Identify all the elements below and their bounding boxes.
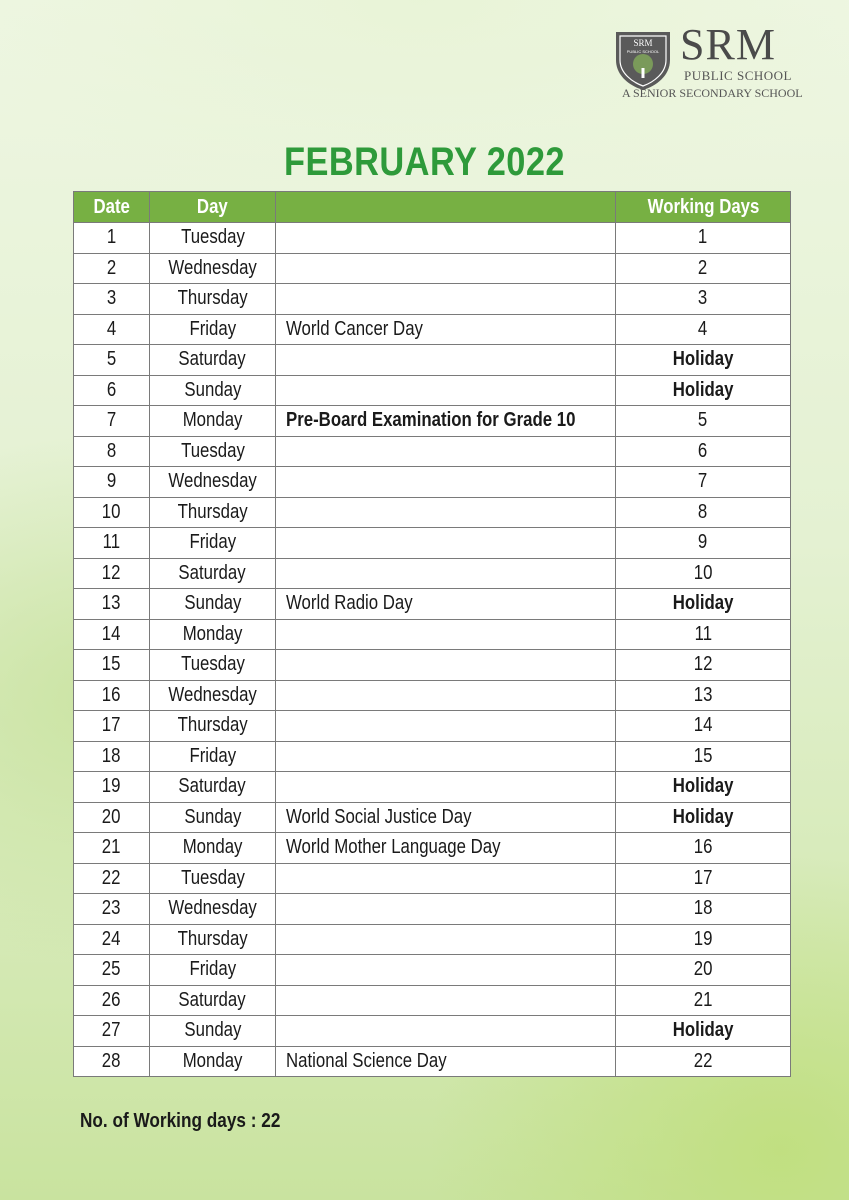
cell-day: Monday xyxy=(150,1046,276,1077)
cell-day: Tuesday xyxy=(150,650,276,681)
cell-working-days: 14 xyxy=(616,711,791,742)
cell-date: 20 xyxy=(74,802,150,833)
cell-working-days: Holiday xyxy=(616,345,791,376)
cell-date: 14 xyxy=(74,619,150,650)
cell-date: 27 xyxy=(74,1016,150,1047)
cell-event xyxy=(276,436,616,467)
cell-date: 24 xyxy=(74,924,150,955)
cell-date: 28 xyxy=(74,1046,150,1077)
cell-day: Saturday xyxy=(150,985,276,1016)
cell-working-days: 20 xyxy=(616,955,791,986)
cell-working-days: Holiday xyxy=(616,589,791,620)
cell-day: Friday xyxy=(150,741,276,772)
cell-date: 7 xyxy=(74,406,150,437)
cell-working-days: 16 xyxy=(616,833,791,864)
cell-working-days: 8 xyxy=(616,497,791,528)
cell-event: Pre-Board Examination for Grade 10 xyxy=(276,406,616,437)
cell-event xyxy=(276,863,616,894)
cell-event: World Mother Language Day xyxy=(276,833,616,864)
cell-event xyxy=(276,223,616,254)
table-row xyxy=(74,772,791,803)
cell-working-days: 11 xyxy=(616,619,791,650)
cell-day: Saturday xyxy=(150,345,276,376)
school-crest-icon xyxy=(610,26,676,92)
table-row xyxy=(74,375,791,406)
table-row xyxy=(74,528,791,559)
cell-event xyxy=(276,650,616,681)
cell-event: World Social Justice Day xyxy=(276,802,616,833)
table-row xyxy=(74,650,791,681)
cell-day: Wednesday xyxy=(150,680,276,711)
cell-working-days: 15 xyxy=(616,741,791,772)
cell-event xyxy=(276,345,616,376)
cell-day: Monday xyxy=(150,833,276,864)
cell-date: 6 xyxy=(74,375,150,406)
cell-day: Friday xyxy=(150,314,276,345)
cell-date: 25 xyxy=(74,955,150,986)
table-row xyxy=(74,680,791,711)
table-row xyxy=(74,345,791,376)
cell-event xyxy=(276,741,616,772)
cell-date: 4 xyxy=(74,314,150,345)
cell-event xyxy=(276,680,616,711)
cell-event xyxy=(276,955,616,986)
cell-day: Sunday xyxy=(150,589,276,620)
cell-working-days: 7 xyxy=(616,467,791,498)
cell-event xyxy=(276,894,616,925)
cell-day: Friday xyxy=(150,528,276,559)
cell-event xyxy=(276,1016,616,1047)
table-row xyxy=(74,802,791,833)
cell-date: 3 xyxy=(74,284,150,315)
cell-date: 13 xyxy=(74,589,150,620)
cell-event xyxy=(276,985,616,1016)
school-subtitle: PUBLIC SCHOOL xyxy=(684,68,792,83)
table-row xyxy=(74,955,791,986)
table-row xyxy=(74,558,791,589)
cell-working-days: 19 xyxy=(616,924,791,955)
cell-event: National Science Day xyxy=(276,1046,616,1077)
cell-date: 16 xyxy=(74,680,150,711)
table-row xyxy=(74,863,791,894)
cell-event xyxy=(276,558,616,589)
cell-date: 5 xyxy=(74,345,150,376)
cell-event xyxy=(276,467,616,498)
cell-event xyxy=(276,284,616,315)
cell-event xyxy=(276,711,616,742)
cell-working-days: 6 xyxy=(616,436,791,467)
cell-working-days: 12 xyxy=(616,650,791,681)
table-row xyxy=(74,223,791,254)
cell-date: 1 xyxy=(74,223,150,254)
cell-day: Wednesday xyxy=(150,467,276,498)
cell-date: 9 xyxy=(74,467,150,498)
cell-event xyxy=(276,497,616,528)
cell-date: 10 xyxy=(74,497,150,528)
table-row xyxy=(74,894,791,925)
cell-day: Wednesday xyxy=(150,253,276,284)
table-row xyxy=(74,314,791,345)
cell-working-days: 21 xyxy=(616,985,791,1016)
header-event xyxy=(276,192,616,223)
table-row xyxy=(74,589,791,620)
cell-working-days: 2 xyxy=(616,253,791,284)
cell-date: 2 xyxy=(74,253,150,284)
cell-event: World Radio Day xyxy=(276,589,616,620)
cell-working-days: 13 xyxy=(616,680,791,711)
cell-day: Sunday xyxy=(150,375,276,406)
cell-working-days: Holiday xyxy=(616,375,791,406)
cell-day: Sunday xyxy=(150,1016,276,1047)
cell-date: 18 xyxy=(74,741,150,772)
cell-date: 23 xyxy=(74,894,150,925)
calendar-table xyxy=(73,191,791,1077)
cell-working-days: 4 xyxy=(616,314,791,345)
cell-day: Monday xyxy=(150,619,276,650)
table-row xyxy=(74,833,791,864)
cell-date: 19 xyxy=(74,772,150,803)
page-title: FEBRUARY 2022 xyxy=(284,140,565,184)
table-row xyxy=(74,284,791,315)
cell-working-days: 3 xyxy=(616,284,791,315)
cell-day: Friday xyxy=(150,955,276,986)
table-row xyxy=(74,436,791,467)
table-row xyxy=(74,1016,791,1047)
cell-working-days: 22 xyxy=(616,1046,791,1077)
cell-event xyxy=(276,772,616,803)
header-working-days: Working Days xyxy=(616,192,791,223)
cell-day: Tuesday xyxy=(150,223,276,254)
working-days-total: No. of Working days : 22 xyxy=(80,1110,281,1132)
cell-day: Thursday xyxy=(150,497,276,528)
school-tagline: A SENIOR SECONDARY SCHOOL xyxy=(622,86,803,100)
table-row xyxy=(74,985,791,1016)
cell-day: Wednesday xyxy=(150,894,276,925)
cell-day: Thursday xyxy=(150,924,276,955)
cell-day: Tuesday xyxy=(150,436,276,467)
table-row xyxy=(74,619,791,650)
table-row xyxy=(74,711,791,742)
table-row xyxy=(74,924,791,955)
cell-event xyxy=(276,619,616,650)
cell-working-days: Holiday xyxy=(616,802,791,833)
cell-working-days: 18 xyxy=(616,894,791,925)
cell-working-days: Holiday xyxy=(616,1016,791,1047)
crest-text: SRM xyxy=(633,38,653,48)
cell-day: Saturday xyxy=(150,558,276,589)
cell-day: Monday xyxy=(150,406,276,437)
table-row xyxy=(74,497,791,528)
cell-date: 21 xyxy=(74,833,150,864)
cell-event: World Cancer Day xyxy=(276,314,616,345)
table-row xyxy=(74,467,791,498)
table-row xyxy=(74,741,791,772)
cell-event xyxy=(276,924,616,955)
cell-working-days: 10 xyxy=(616,558,791,589)
cell-date: 17 xyxy=(74,711,150,742)
table-row xyxy=(74,406,791,437)
school-logo xyxy=(608,22,818,102)
cell-day: Thursday xyxy=(150,284,276,315)
header-date: Date xyxy=(74,192,150,223)
cell-date: 15 xyxy=(74,650,150,681)
table-row xyxy=(74,1046,791,1077)
cell-date: 11 xyxy=(74,528,150,559)
cell-date: 22 xyxy=(74,863,150,894)
cell-date: 12 xyxy=(74,558,150,589)
table-header-row xyxy=(74,192,791,223)
school-brand-name: SRM xyxy=(680,20,776,69)
crest-sub: PUBLIC SCHOOL xyxy=(626,49,660,54)
cell-working-days: Holiday xyxy=(616,772,791,803)
table-row xyxy=(74,253,791,284)
cell-working-days: 5 xyxy=(616,406,791,437)
cell-working-days: 9 xyxy=(616,528,791,559)
cell-working-days: 17 xyxy=(616,863,791,894)
cell-event xyxy=(276,528,616,559)
cell-day: Sunday xyxy=(150,802,276,833)
cell-event xyxy=(276,375,616,406)
cell-date: 26 xyxy=(74,985,150,1016)
cell-event xyxy=(276,253,616,284)
cell-day: Saturday xyxy=(150,772,276,803)
cell-day: Tuesday xyxy=(150,863,276,894)
cell-working-days: 1 xyxy=(616,223,791,254)
cell-date: 8 xyxy=(74,436,150,467)
cell-day: Thursday xyxy=(150,711,276,742)
header-day: Day xyxy=(150,192,276,223)
